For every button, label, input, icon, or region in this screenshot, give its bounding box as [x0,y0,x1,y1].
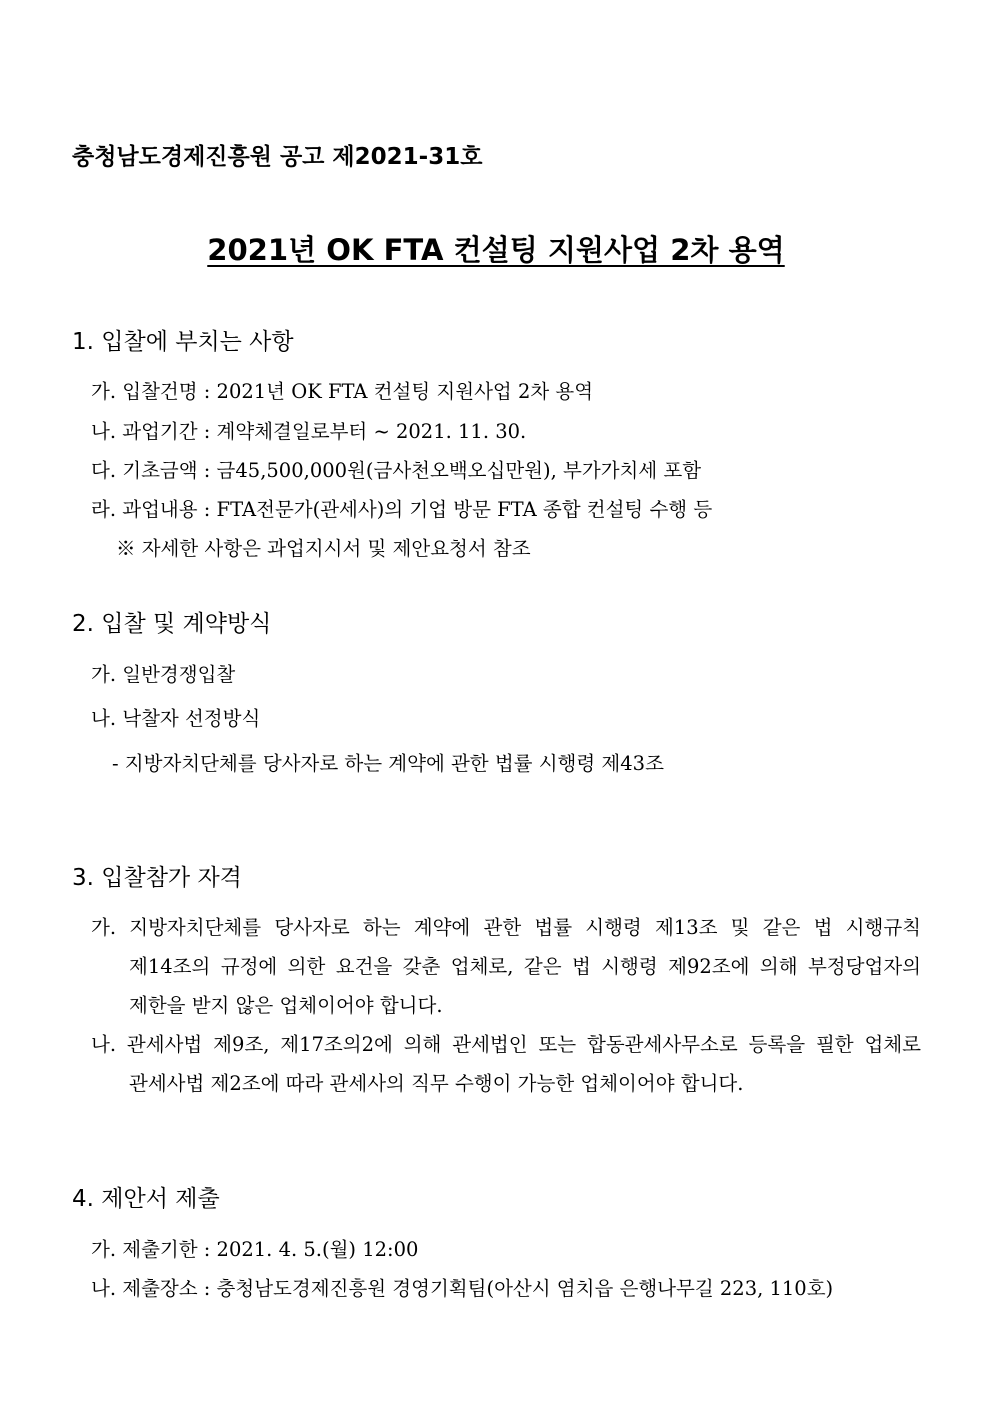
section-3-line-2: 제14조의 규정에 의한 요건을 갖춘 업체로, 같은 법 시행령 제92조에 의해 부정당업자의 [129,955,921,978]
section-2-line-2: 나. 낙찰자 선정방식 [91,707,261,730]
section-4-heading: 4. 제안서 제출 [72,1186,220,1212]
section-3-line-3: 제한을 받지 않은 업체이어야 합니다. [129,994,443,1017]
section-3-line-5: 관세사법 제2조에 따라 관세사의 직무 수행이 가능한 업체이어야 합니다. [129,1072,744,1095]
section-4-line-2: 나. 제출장소 : 충청남도경제진흥원 경영기획팀(아산시 염치읍 은행나무길 223, 110호) [91,1277,834,1300]
section-2-heading: 2. 입찰 및 계약방식 [72,611,272,637]
document-title-text: 2021년 OK FTA 컨설팅 지원사업 2차 용역 [207,233,785,267]
section-2-line-1: 가. 일반경쟁입찰 [91,663,236,686]
notice-number: 충청남도경제진흥원 공고 제2021-31호 [72,144,483,170]
section-1-heading: 1. 입찰에 부치는 사항 [72,329,294,355]
section-1-line-4: 라. 과업내용 : FTA전문가(관세사)의 기업 방문 FTA 종합 컨설팅 수행 등 [91,498,713,521]
section-3-heading: 3. 입찰참가 자격 [72,865,242,891]
section-3-line-1: 가. 지방자치단체를 당사자로 하는 계약에 관한 법률 시행령 제13조 및 같은 법 시행규칙 [91,916,921,939]
document-title [0,228,992,269]
section-1-line-2: 나. 과업기간 : 계약체결일로부터 ~ 2021. 11. 30. [91,420,527,443]
section-2-line-3: - 지방자치단체를 당사자로 하는 계약에 관한 법률 시행령 제43조 [112,752,664,775]
section-1-line-3: 다. 기초금액 : 금45,500,000원(금사천오백오십만원), 부가가치세 포함 [91,459,702,482]
section-4-line-1: 가. 제출기한 : 2021. 4. 5.(월) 12:00 [91,1238,419,1261]
section-1-note: ※ 자세한 사항은 과업지시서 및 제안요청서 참조 [116,537,531,560]
section-3-line-4: 나. 관세사법 제9조, 제17조의2에 의해 관세법인 또는 합동관세사무소로 등록을 필한 업체로 [91,1033,921,1056]
section-1-line-1: 가. 입찰건명 : 2021년 OK FTA 컨설팅 지원사업 2차 용역 [91,380,594,403]
